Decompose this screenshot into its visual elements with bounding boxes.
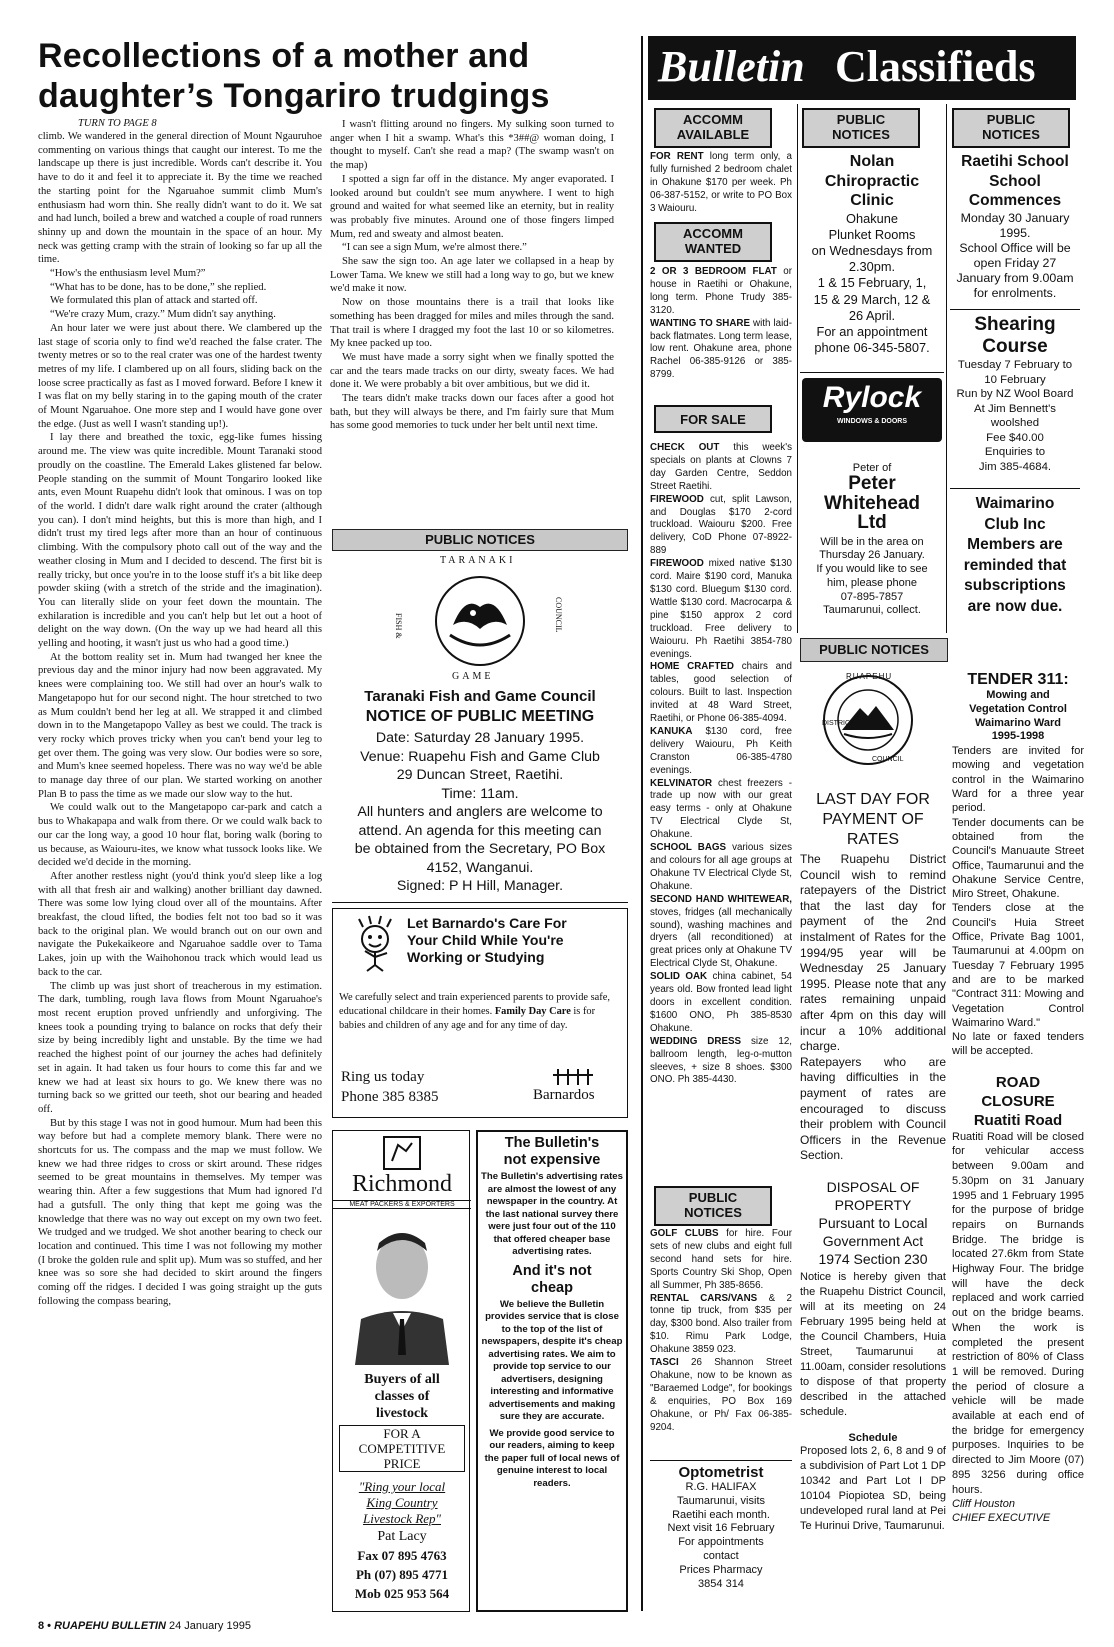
richmond-name: Richmond bbox=[352, 1171, 452, 1197]
story-paragraph: But by this stage I was not in good humour. Mum had been this way before but had a complete memory blank. There were no shortcuts for us. The compass and the map we must follow. We knew we had three ridges to cross or skirt around. These ridges seemed to be great mountains in themselves. My temper was wearing thin. After a few suggestions that Mum had ignored I'd had a gutsfull. The only thing that kept me going was the knowledge that there was no way out except on my own two feet. We trudged and we trudged. We shot another bearing to check our location and continued. This time I was not following my mother (I broke the golden rule and split up). Mum was so stuffed, and her knee was so sore she had decided to skirt around the fingers coming off the ridges. I decided I was going straight up the guts following the compass bearing, bbox=[38, 1117, 322, 1307]
listing-lead: WANTING TO SHARE bbox=[650, 317, 751, 329]
optometrist-title: Optometrist bbox=[678, 1464, 764, 1481]
listing-lead: SCHOOL BAGS bbox=[650, 842, 727, 854]
shearing-line: 10 February bbox=[984, 373, 1046, 386]
tag-line: WANTED bbox=[684, 241, 742, 256]
classified-listing bbox=[650, 1357, 792, 1434]
fish-game-line: Venue: Ruapehu Fish and Game Club bbox=[360, 748, 600, 765]
fish-game-line: Signed: P H Hill, Manager. bbox=[396, 878, 564, 894]
tender-subtitle bbox=[952, 689, 1084, 744]
story-paragraph: We could walk out to the Mangetapopo car-park and catch a bus to Whakapapa and walk from there. Or we could walk back to our car the long way, a good 10 hour flat, boring walk (boring to us because, as Waiouru-ites, we know what tussock looks like. We decided we'd decide in the morning. bbox=[38, 802, 322, 869]
rylock-line: Thursday 26 January. bbox=[819, 549, 925, 562]
rates-title-line: LAST DAY FOR bbox=[816, 791, 930, 808]
listing-lead: 2 OR 3 BEDROOM FLAT bbox=[650, 266, 777, 277]
richmond-sub: MEAT PACKERS & EXPORTERS bbox=[333, 1200, 471, 1209]
richmond-phone: Ph (07) 895 4771 bbox=[355, 1567, 449, 1582]
rylock-line: 07-895-7857 bbox=[840, 590, 904, 603]
fish-game-line: Date: Saturday 28 January 1995. bbox=[375, 730, 585, 746]
child-cartoon-icon bbox=[345, 913, 405, 973]
tag-line: NOTICES bbox=[684, 1205, 742, 1220]
listing-text: long term only, a fully furnished 2 bedroom chalet in Ohakune $170 per week. Ph 06-387-5152, or write to PO Box 3 Waiouru. bbox=[650, 151, 792, 214]
fish-game-line: 4152, Wanganui. bbox=[426, 859, 534, 876]
shearing-line: Fee $40.00 bbox=[986, 431, 1044, 444]
fish-game-org: Taranaki Fish and Game Council bbox=[364, 688, 596, 705]
shearing-details bbox=[950, 358, 1080, 474]
nolan-line: 15 & 29 March, 12 & bbox=[813, 291, 931, 307]
page-number: 8 • bbox=[38, 1620, 52, 1632]
richmond-rep bbox=[333, 1479, 471, 1527]
bulletin-rates-ad bbox=[476, 1130, 628, 1612]
waimarino-line: Club Inc bbox=[984, 515, 1046, 533]
optometrist-line: Raetihi each month. bbox=[672, 1508, 770, 1521]
column-rule bbox=[797, 104, 798, 633]
listing-text: & 2 tonne tip truck, from $35 per day, $300 bond. Also trailer from $10. Rimu Park Lodge, Ohakune 3859 023. bbox=[650, 1292, 792, 1356]
schedule-body: Proposed lots 2, 6, 8 and 9 of a subdivision of Part Lot 1 DP 10342 and Part Lot I DP 10104 Piopiotea SD, being undeveloped rural land at Pei Te Hurinui Drive, Taumarunui. bbox=[800, 1444, 946, 1532]
disposal-title-line: DISPOSAL OF bbox=[826, 1178, 920, 1195]
turn-to-page: TURN TO PAGE 8 bbox=[78, 118, 157, 129]
page-footer bbox=[38, 1620, 251, 1632]
nolan-title-line: Nolan bbox=[849, 153, 895, 170]
richmond-price-line: FOR A bbox=[383, 1426, 421, 1441]
nolan-line: on Wednesdays from bbox=[811, 242, 933, 258]
story-paragraph: Now on those mountains there is a trail that looks like something has been dragged for miles and miles through the sand. That trail is where I dragged my foot the last 10 or so kilometres. My knee packed up too. bbox=[330, 297, 614, 350]
raetihi-title bbox=[950, 152, 1080, 211]
tender-sub-line: Vegetation Control bbox=[969, 702, 1067, 715]
richmond-ad bbox=[332, 1130, 470, 1612]
council-notices bbox=[800, 790, 946, 1534]
rylock-line: him, please phone bbox=[827, 576, 917, 589]
story-paragraph: I wasn't flitting around no fingers. My sulking soon turned to anger when I hit a swamp. What's this *3##@ woman doing, I thought to myself. Can't she read a map? (The swamp wasn't on the map) bbox=[330, 119, 614, 172]
rates-body2: Ratepayers who are having difficulties in the payment of rates are encouraged to discuss their problem with Council Officers in the Revenue Section. bbox=[800, 1054, 946, 1163]
barnardos-body-text: We carefully select and train experienced parents to provide safe, educational childcare in their homes. bbox=[339, 992, 610, 1017]
listing-lead: GOLF CLUBS bbox=[650, 1228, 719, 1239]
raetihi-title-line: School bbox=[989, 172, 1041, 190]
richmond-line: livestock bbox=[375, 1406, 429, 1421]
nolan-title-line: Clinic bbox=[850, 192, 894, 209]
nolan-title bbox=[800, 152, 944, 211]
classified-listing bbox=[650, 661, 792, 726]
optometrist-line: Taumarunui, visits bbox=[676, 1494, 766, 1507]
barnardos-head-line: Let Barnardo's Care For bbox=[407, 915, 567, 931]
classified-listing bbox=[650, 266, 792, 318]
fish-game-line: All hunters and anglers are welcome to bbox=[357, 804, 603, 820]
story-paragraph: An hour later we were just about there. We clambered up the last stage of scoria only to find we'd reached the false crater. The twenty metres or so to the real crater was one of the hardest twenty metres of my life. I clambered up on all fours, sliding back on the loose scree practically as fast as I moved forward. Before I knew it I was flat on my belly staring in to the gaping mouth of the crater of Mount Ngaruahoe. One more step and I would have gone over the edge. (Just as well I wasn't standing up!). bbox=[38, 322, 322, 430]
road-title-line: Ruatiti Road bbox=[973, 1111, 1063, 1129]
logo-text-left: FISH & bbox=[394, 613, 403, 639]
nolan-line: 2.30pm. bbox=[848, 259, 896, 275]
classified-listing bbox=[650, 558, 792, 661]
rates-title-line: PAYMENT OF bbox=[822, 811, 924, 828]
shearing-line: At Jim Bennett's bbox=[974, 402, 1056, 415]
disposal-title-line: 1974 Section 230 bbox=[818, 1250, 928, 1267]
barnardos-headline bbox=[407, 915, 627, 966]
public-notices-bar: PUBLIC NOTICES bbox=[332, 529, 628, 551]
richmond-buyers bbox=[333, 1371, 471, 1422]
for-sale-listings bbox=[650, 442, 792, 1087]
tender-sub-line: Waimarino Ward bbox=[975, 716, 1061, 729]
richmond-fax: Fax 07 895 4763 bbox=[357, 1548, 447, 1563]
nolan-line: Plunket Rooms bbox=[828, 226, 916, 242]
tag-line: PUBLIC bbox=[986, 112, 1036, 127]
schedule-title: Schedule bbox=[848, 1431, 898, 1444]
raetihi-line: 1995. bbox=[999, 225, 1031, 240]
listing-lead: KELVINATOR bbox=[650, 777, 713, 789]
fish-game-notice bbox=[332, 553, 628, 899]
listing-text: china cabinet, 54 years old. Bow fronted lead light doors in excellent condition. $1600 ONO, Ph 385-8530 Ohakune. bbox=[650, 971, 792, 1034]
tender-sub-line: 1995-1998 bbox=[991, 730, 1045, 743]
rates-body: The Ruapehu District Council wish to remind ratepayers of the District that the last day for payment of the 2nd instalment of Rates for the 1994/95 year will be Wednesday 25 January 1995. Please note that any rates remaining unpaid after 4pm on this day will incur a 10% additional charge. bbox=[800, 852, 946, 1054]
classified-listing bbox=[650, 1293, 792, 1358]
fish-game-details bbox=[332, 729, 628, 896]
story-column-1 bbox=[38, 130, 322, 1630]
road-title-line: CLOSURE bbox=[981, 1092, 1055, 1110]
shearing-line: Tuesday 7 February to bbox=[957, 359, 1073, 371]
listing-lead: WEDDING DRESS bbox=[650, 1035, 742, 1047]
fish-game-line: Time: 11am. bbox=[441, 785, 519, 802]
tender-sub-line: Mowing and bbox=[986, 689, 1050, 701]
shearing-line: Run by NZ Wool Board bbox=[956, 388, 1074, 400]
tender-p3: Tenders close at the Council's Huia Street Office, Private Bag 1001, Taumarunui at 4.00pm on Tuesday 7 February 1995 and are to be marked "Contract 311: Mowing and Vegetation Control Waimarino Ward." bbox=[952, 902, 1084, 1029]
tender-title: TENDER 311: bbox=[967, 671, 1069, 688]
tag-line: ACCOMM bbox=[683, 226, 743, 241]
listing-lead: FOR RENT bbox=[650, 151, 704, 162]
waimarino-club bbox=[950, 494, 1080, 617]
bulletin-ad-title2 bbox=[481, 1263, 623, 1297]
listing-text: various sizes and colours for all age groups at Ohakune TV Electrical Clyde St, Ohakune. bbox=[650, 842, 792, 892]
for-sale-tag: FOR SALE bbox=[654, 405, 772, 433]
listing-lead: SECOND HAND WHITEWEAR, bbox=[650, 893, 792, 905]
fish-game-line: 29 Duncan Street, Raetihi. bbox=[396, 767, 564, 783]
accomm-wanted bbox=[650, 266, 792, 382]
nolan-public-notices-tag bbox=[802, 108, 920, 148]
rates-title bbox=[800, 790, 946, 850]
road-closure-body: Ruatiti Road will be closed for vehicular access between 9.00am and 5.30pm on 31 January 1995 and 1 February 1995 for the purpose of bridge repairs on Burnands Bridge. The bridge is located 27.6km from State Highway Four. The bridge will have the deck replaced and work carried out on the bridge beams. When the work is completed the present restriction of 80% of Class 1 will be removed. During the period of closure a vehicle will be made available at each end of the bridge for emergency purposes. Inquiries to be directed to Jim Moore (07) 895 3256 during office hours. bbox=[952, 1130, 1084, 1496]
listing-text: with laid-back flatmates. Long term lease, low rent. Ohakune area, phone Rachel 06-385-9126 or 385-8799. bbox=[650, 317, 792, 381]
issue-date: 24 January 1995 bbox=[169, 1620, 251, 1632]
nolan-line: Ohakune bbox=[846, 210, 898, 226]
peter-whitehead bbox=[800, 462, 944, 618]
raetihi-public-notices-tag bbox=[952, 108, 1070, 148]
bulletin-title-line: The Bulletin's bbox=[504, 1135, 600, 1151]
signature-role: CHIEF EXECUTIVE bbox=[952, 1512, 1051, 1525]
richmond-rep-line: King Country bbox=[366, 1495, 438, 1510]
masthead-bulletin: Bulletin bbox=[658, 42, 805, 91]
fish-game-logo-icon bbox=[415, 555, 545, 685]
barnardos-body2: is for babies and children of any age and for any time of day. bbox=[339, 1006, 596, 1031]
waimarino-line: reminded that bbox=[963, 556, 1067, 574]
listing-lead: HOME CRAFTED bbox=[650, 661, 734, 673]
optometrist-line: For appointments bbox=[678, 1536, 764, 1549]
optometrist-line: contact bbox=[703, 1549, 739, 1562]
shearing-line: Enquiries to bbox=[984, 446, 1046, 458]
nolan-title-line: Chiropractic bbox=[824, 172, 920, 190]
bulletin-title2-line: cheap bbox=[531, 1279, 573, 1296]
accomm-available-tag bbox=[654, 108, 772, 148]
public-notices-small-tag bbox=[654, 1186, 772, 1226]
headline-line2: daughter’s Tongariro trudgings bbox=[38, 77, 550, 115]
council-logo-top: RUAPEHU bbox=[846, 672, 893, 681]
disposal-title-line: Government Act bbox=[822, 1232, 924, 1249]
nolan-details bbox=[800, 211, 944, 357]
listing-text: cut, split Lawson, and Douglas $170 2-cord truckload. Waiouru $200. Free delivery, CoD Phone 07-8922-889 bbox=[650, 493, 792, 557]
richmond-person: Pat Lacy bbox=[377, 1529, 427, 1544]
fish-game-line: be obtained from the Secretary, PO Box bbox=[354, 841, 606, 857]
rep-portrait-icon bbox=[347, 1215, 457, 1365]
classifieds-masthead bbox=[648, 36, 1076, 100]
richmond-line: Buyers of all bbox=[364, 1372, 440, 1387]
classified-listing bbox=[650, 1036, 792, 1088]
story-paragraph: “How's the enthusiasm level Mum?” bbox=[50, 268, 206, 280]
fish-game-line: attend. An agenda for this meeting can bbox=[358, 822, 602, 839]
divider bbox=[650, 1460, 792, 1461]
rates-title-line: RATES bbox=[846, 831, 900, 848]
nolan-chiropractic bbox=[800, 152, 944, 356]
tender-p4: No late or faxed tenders will be accepted. bbox=[952, 1031, 1084, 1058]
rylock-details bbox=[800, 536, 944, 619]
nolan-line: 1 & 15 February, 1, bbox=[817, 275, 927, 291]
richmond-mobile: Mob 025 953 564 bbox=[354, 1586, 450, 1601]
listing-lead: CHECK OUT bbox=[650, 442, 720, 453]
tag-line: ACCOMM bbox=[683, 112, 743, 127]
bulletin-title-line: not expensive bbox=[503, 1152, 601, 1168]
optometrist-line: R.G. HALIFAX bbox=[685, 1481, 757, 1493]
divider bbox=[950, 488, 1080, 489]
listing-lead: SOLID OAK bbox=[650, 971, 708, 983]
classified-listing bbox=[650, 894, 792, 971]
classified-listing bbox=[650, 318, 792, 383]
story-paragraph: “I can see a sign Mum, we're almost there.” bbox=[342, 242, 527, 254]
listing-text: mixed native $130 cord. Maire $190 cord, Manuka $130 cord. Bluegum $130 cord. Wattle $130 cord. Macrocarpa & pine $150 approx 2 cord truckload. Free delivery to Waiouru. Ph Raetihi 3854-780 evenings. bbox=[650, 558, 792, 660]
waimarino-line: Members are bbox=[967, 536, 1063, 553]
barnardos-ad bbox=[332, 908, 628, 1118]
accomm-available bbox=[650, 151, 792, 216]
rylock-title bbox=[800, 474, 944, 533]
headline-line1: Recollections of a mother and bbox=[38, 37, 530, 75]
classified-listing bbox=[650, 494, 792, 559]
road-closure-title bbox=[952, 1073, 1084, 1130]
column-rule bbox=[946, 104, 947, 633]
public-notices-small bbox=[650, 1228, 792, 1435]
barnardos-logo: Barnardos bbox=[533, 1087, 595, 1103]
masthead-classifieds: Classifieds bbox=[835, 42, 1036, 91]
fish-game-title: NOTICE OF PUBLIC MEETING bbox=[365, 708, 595, 725]
rylock-pre: Peter of bbox=[852, 462, 892, 474]
disposal-body: Notice is hereby given that the Ruapehu District Council, will at its meeting on 24 February 1995 being held at the Council Chambers, Huia Street, Taumarunui at 11.00am, consider resolutions to dispose of that property described in the attached schedule. bbox=[800, 1270, 946, 1418]
listing-text: stoves, fridges (all mechanically sound), washing machines and dryers (all reconditioned) at great prices only at Ohakune TV Electrical Clyde St, Ohakune. bbox=[650, 906, 792, 970]
classified-listing bbox=[650, 726, 792, 778]
richmond-price bbox=[339, 1425, 465, 1472]
story-paragraph: “What has to be done, has to be done,” she replied. bbox=[50, 281, 267, 293]
optometrist-line: Prices Pharmacy bbox=[679, 1563, 763, 1576]
raetihi-line: Monday 30 January bbox=[960, 210, 1070, 225]
story-paragraph: At the bottom reality set in. Mum had twanged her knee the previous day and the minor injury had now been aggravated. My knees were complaining too. We still had over an hour's walk to Mangetapopo hut for our second night. The hour stretched to two as Mum couldn't bend her leg at all. We strapped it and climbed down in to the Mangetapopo Valley as best we could. The track is very rocky which proves tricky when you can't bend your leg to get over them. The going was very slow. Our bodies were so sore, and Mum's knee seemed hopeless. There was no way we'd be able to manage day three of our plan. We started working on another Plan B to pass the time as we made our slow way to the hut. bbox=[38, 651, 322, 800]
story-paragraph: We formulated this plan of attack and started off. bbox=[50, 295, 258, 307]
rylock-line: Will be in the area on bbox=[820, 535, 924, 548]
raetihi-title-line: Commences bbox=[968, 192, 1062, 209]
nolan-line: phone 06-345-5807. bbox=[814, 340, 930, 356]
column-rule bbox=[641, 36, 643, 1611]
signature: Cliff Houston bbox=[952, 1498, 1015, 1511]
rylock-sub: WINDOWS & DOORS bbox=[837, 418, 907, 425]
tender-p2: Tender documents can be obtained from the Council's Manuaute Street Office, Taumarunui and the Ohakune Service Centre, Miro Street, Ohakune. bbox=[952, 816, 1084, 901]
shearing-line: Jim 385-4684. bbox=[978, 460, 1052, 473]
optometrist-details bbox=[650, 1481, 792, 1591]
classified-listing bbox=[650, 971, 792, 1036]
barnardos-figures-icon bbox=[553, 1067, 593, 1087]
divider bbox=[332, 902, 628, 903]
listing-text: $130 cord, free delivery Waiouru, Ph Keith Cranston 06-385-4780 evenings. bbox=[650, 725, 792, 776]
nolan-line: 26 April. bbox=[848, 307, 896, 323]
richmond-price-line: PRICE bbox=[383, 1456, 421, 1471]
shearing-title-line: Shearing bbox=[974, 314, 1056, 335]
bulletin-title2-line: And it's not bbox=[512, 1262, 592, 1279]
classified-listing bbox=[650, 1228, 792, 1293]
listing-text: size 12, ballroom length, leg-o-mutton sleeves, + size 8 shoes. $300 ONO. Ph 385-4430. bbox=[650, 1035, 792, 1086]
paper-name: RUAPEHU BULLETIN bbox=[54, 1620, 166, 1632]
tag-line: PUBLIC bbox=[836, 112, 886, 127]
story-paragraph: “We're crazy Mum, crazy.” Mum didn't say anything. bbox=[50, 309, 276, 321]
rylock-title-line: Ltd bbox=[857, 512, 887, 533]
barnardos-body bbox=[339, 991, 623, 1033]
divider bbox=[800, 372, 944, 373]
bulletin-ad-p3: We provide good service to our readers, aiming to keep the paper full of local news of genuine interest to local readers. bbox=[484, 1427, 620, 1489]
disposal-title bbox=[800, 1178, 946, 1268]
listing-text: for hire. Four sets of new clubs and eight full second hand sets for hire. Sports Country Ski Shop, Open all Summer, Ph 385-8656. bbox=[650, 1228, 792, 1291]
nolan-line: For an appointment bbox=[816, 323, 928, 339]
listing-lead: FIREWOOD bbox=[650, 558, 704, 570]
logo-text-bottom: GAME bbox=[452, 671, 494, 682]
listing-lead: KANUKA bbox=[650, 725, 693, 737]
raetihi-line: School Office will be bbox=[959, 240, 1071, 255]
tag-line: AVAILABLE bbox=[676, 127, 750, 142]
listing-lead: RENTAL CARS/VANS bbox=[650, 1292, 758, 1304]
rylock-title-line: Whitehead bbox=[823, 492, 921, 514]
optometrist-line: Next visit 16 February bbox=[667, 1522, 775, 1535]
story-column-2 bbox=[330, 118, 614, 508]
barnardos-phone: Phone 385 8385 bbox=[341, 1089, 439, 1105]
raetihi-title-line: Raetihi School bbox=[961, 153, 1069, 170]
richmond-rep-line: "Ring your local bbox=[358, 1479, 446, 1494]
richmond-logo-icon bbox=[382, 1135, 422, 1171]
rylock-title-line: Peter bbox=[848, 473, 896, 494]
story-paragraph: climb. We wandered in the general direction of Mount Ngauruhoe commenting on various things that caught our interest. To me the landscape up there is just incredible. Words can't describe it. You have to do it and feel it to appreciate it. By the time we reached the starting point for the Ngaruahoe summit climb Mum's enthusiasm had worn thin. She really didn't want to do it. We sat and had lunch, boiled a brew and watched a couple of road runners shinny up and down the mountain in the space of an hour. My neck was getting cramp with the strain of looking so far up all the time. bbox=[38, 131, 322, 266]
classified-listing bbox=[650, 778, 792, 843]
rylock-line: Taumarunui, collect. bbox=[823, 604, 921, 617]
rylock-logo bbox=[802, 378, 942, 442]
raetihi-line: January from 9.00am bbox=[956, 270, 1074, 285]
listing-text: chest freezers - trade up now with our great easy terms - only at Ohakune TV Electrical Clyde St, Ohakune. bbox=[650, 777, 792, 841]
listing-text: chairs and tables, good selection of colours. Built to last. Inspection invited at 48 Ward Street, Raetihi, or Phone 06-385-4094. bbox=[650, 661, 792, 725]
optometrist-line: 3854 314 bbox=[698, 1577, 744, 1590]
classified-listing bbox=[650, 842, 792, 894]
listing-text: 26 Shannon Street Ohakune, now to be known as "Baraemed Lodge", for bookings & enquiries, PO Box 169 Ohakune, or Ph/ Fax 06-385-9204. bbox=[650, 1357, 792, 1433]
story-paragraph: We must have made a sorry sight when we finally spotted the car and the tears made tracks on our dirty, sweaty faces. We had done it. We were probably a bit over ambitious, but we did it. bbox=[330, 351, 614, 391]
listing-lead: TASCI bbox=[650, 1357, 679, 1369]
tag-line: NOTICES bbox=[982, 127, 1040, 142]
richmond-rep-line: Livestock Rep" bbox=[362, 1511, 441, 1526]
road-title-line: ROAD bbox=[995, 1073, 1041, 1091]
story-paragraph: I spotted a sign far off in the distance. My anger evaporated. I looked around but couldn't see mum anywhere. I went to high ground and waited for what seemed like an eternity, but in reality was probably five minutes. Around one of those fingers limped Mum, red and sweaty and almost beaten. bbox=[330, 173, 614, 240]
listing-lead: FIREWOOD bbox=[650, 493, 704, 505]
tender-notice bbox=[952, 671, 1084, 1525]
classified-listing bbox=[650, 442, 792, 494]
richmond-line: classes of bbox=[374, 1389, 430, 1404]
divider bbox=[950, 309, 1080, 310]
barnardos-head-line: Working or Studying bbox=[407, 949, 545, 965]
logo-text-right: COUNCIL bbox=[554, 597, 563, 633]
rylock-name: Rylock bbox=[822, 381, 922, 414]
shearing-course bbox=[950, 314, 1080, 474]
raetihi-line: for enrolments. bbox=[973, 285, 1057, 300]
council-public-notices-bar: PUBLIC NOTICES bbox=[800, 638, 948, 662]
tender-p1: Tenders are invited for mowing and vegetation control in the Waimarino Ward for a three year period. bbox=[952, 745, 1084, 815]
shearing-title-line: Course bbox=[982, 336, 1048, 357]
tag-line: NOTICES bbox=[832, 127, 890, 142]
disposal-title-line: Pursuant to Local bbox=[818, 1214, 928, 1231]
barnardos-head-line: Your Child While You're bbox=[407, 932, 564, 948]
barnardos-lead: Family Day Care bbox=[494, 1006, 571, 1017]
rylock-line: If you would like to see bbox=[816, 563, 928, 576]
story-paragraph: The tears didn't make tracks down our faces after a good hot bath, but they will always be there, and I'm fairly sure that Mum has some good memories to tuck under her belt until next time. bbox=[330, 393, 614, 432]
story-paragraph: After another restless night (you'd think you'd sleep like a log with all that fresh air and walking) another brilliant day dawned. There was some low lying cloud over all of the mountains. After breakfast, the cloud lifted, the bodies felt not too bad so it was back to the original plan. We would branch out on our own and navigate the Pukekaikeore and Ngaruahoe saddle over to Tama Lakes, join up with the Waihohonou track which would lead us back to the car. bbox=[38, 870, 322, 978]
shearing-line: woolshed bbox=[990, 417, 1040, 429]
optometrist bbox=[650, 1464, 792, 1591]
bulletin-ad-p1: The Bulletin's advertising rates are almost the lowest of any newspaper in the country. At the last national survey there were just four out of the 110 that offered cheaper base advertising rates. bbox=[481, 1171, 623, 1257]
council-logo-left: DISTRICT bbox=[822, 720, 855, 727]
tag-line: PUBLIC bbox=[688, 1190, 738, 1205]
raetihi-school bbox=[950, 152, 1080, 301]
story-paragraph: The climb up was just short of treacherous in my estimation. The dark, tumbling, rough lava flows from Mount Ngaruahoe's most recent eruption proved unfriendly and unforgiving. The knees took a pounding trying to balance on rocks that defy their size by being incredibly light and unstable. By the time we had reached the highest point of our journey the aches had definitely set in again. It had taken us four hours to come this far and we knew we had at least six hours to go. We knew there was no turning back so we gritted our teeth, shot our bearing and headed off. bbox=[38, 980, 322, 1115]
bulletin-ad-p2: We believe the Bulletin provides service that is close to the top of the list of newspapers, despite it's cheap advertising rates. We aim to provide top service to our advertisers, designing interesting and informative advertisements and making sure they are accurate. bbox=[481, 1298, 623, 1422]
raetihi-details bbox=[950, 211, 1080, 301]
story-paragraph: I lay there and breathed the toxic, egg-like fumes hissing around me. The view was quite incredible. Mount Taranaki stood proudly on the coastline. The Emerald Lakes glistened far below. People standing on the summit of Mount Tongariro looked like ants, even Mount Ruapehu didn't look that ominous. I was on top of the world. I didn't dare walk right around the crater (although you can). I don't mind heights, but this is more than high, and I didn't trust my tired legs after more than an hour of continuous climbing. With the compulsory photo call out of the way and the weather closing in Mum and I decided to descend. The first bit is really tricky, but once you're in to the loose stuff it's a bit like deep powder skiing (with a stretch of the stride and the imagination). You can literally slide on your feet down the mountain. The exhilaration is incredible and you can't help but let out a hoot of delight on the way down. (On the way up we had heard all this yelling and hooting, it wasn't just us who had a good time.) bbox=[38, 432, 322, 650]
council-logo-right: COUNCIL bbox=[872, 756, 904, 763]
disposal-title-line: PROPERTY bbox=[834, 1196, 912, 1213]
barnardos-ring: Ring us today bbox=[341, 1069, 425, 1085]
headline bbox=[38, 36, 618, 116]
waimarino-line: Waimarino bbox=[975, 495, 1055, 512]
accomm-wanted-tag bbox=[654, 222, 772, 262]
shearing-title bbox=[950, 314, 1080, 358]
story-paragraph: She saw the sign too. An age later we collapsed in a heap by Lower Tama. We knew we still had a long way to go, but we knew we'd make it now. bbox=[330, 256, 614, 295]
bulletin-ad-title bbox=[481, 1135, 623, 1169]
richmond-price-line: COMPETITIVE bbox=[358, 1441, 446, 1456]
waimarino-line: are now due. bbox=[967, 597, 1063, 615]
logo-text-top: TARANAKI bbox=[440, 555, 516, 566]
waimarino-line: subscriptions bbox=[964, 577, 1066, 594]
listing-text: this week's specials on plants at Clowns 7 day Garden Centre, Seddon Street Raetihi. bbox=[650, 442, 792, 492]
listing-text: or house in Raetihi or Ohakune, long term. Phone Trudy 385-3120. bbox=[650, 266, 792, 316]
raetihi-line: open Friday 27 bbox=[973, 255, 1057, 270]
